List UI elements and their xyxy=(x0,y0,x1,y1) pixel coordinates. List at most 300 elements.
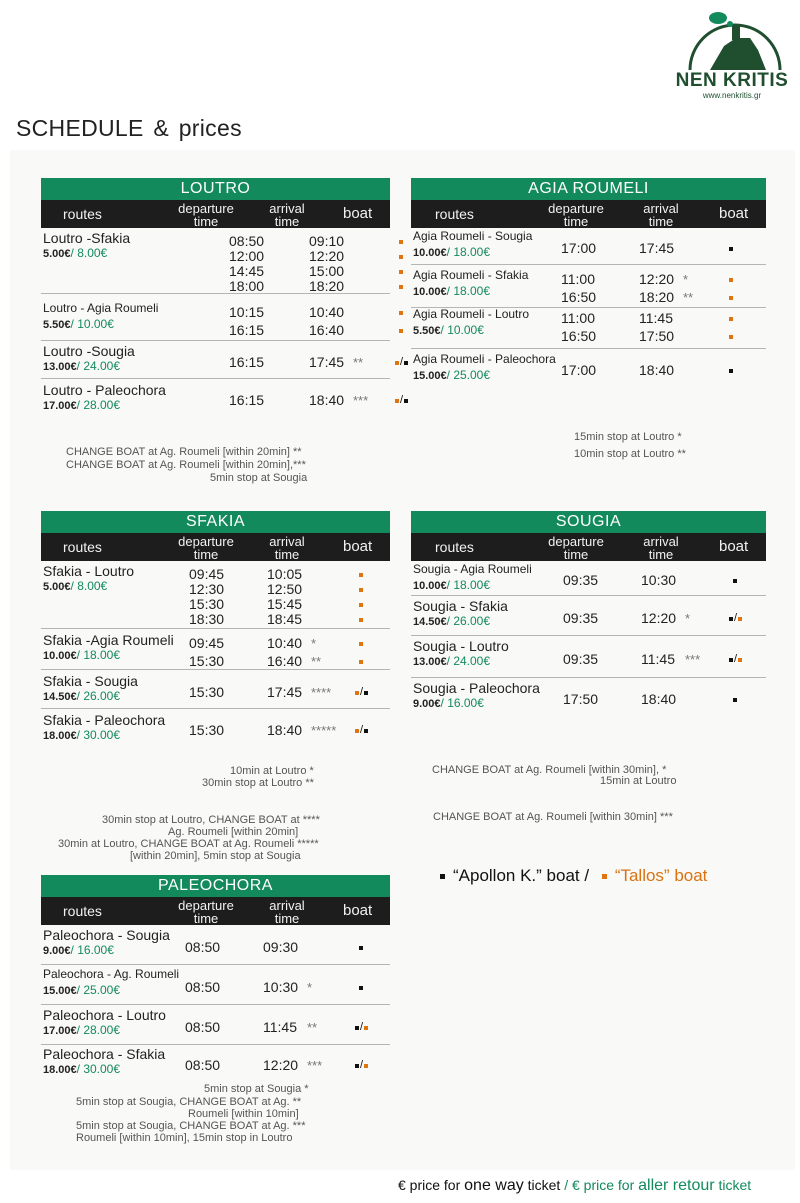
one-way-price: 10.00€ xyxy=(413,580,447,592)
boat-indicator xyxy=(729,311,733,326)
boat-indicator xyxy=(729,611,742,626)
col-departure-top: departure xyxy=(178,534,234,549)
route-price xyxy=(413,654,490,668)
col-arrival xyxy=(637,535,685,561)
boat-separator: / xyxy=(734,612,738,625)
route-price xyxy=(43,317,114,331)
departure-time: 09:45 xyxy=(189,566,225,582)
route-name: Paleochora - Sougia xyxy=(43,927,170,943)
arrival-time: 17:45 xyxy=(639,240,675,256)
tallos-square-icon xyxy=(738,617,742,621)
footer-p4: / € price for xyxy=(560,1177,639,1193)
one-way-price: 18.00€ xyxy=(43,1064,77,1076)
loutro-header: LOUTRO xyxy=(41,178,390,200)
return-price: / 26.00€ xyxy=(446,614,491,628)
col-arrival-bottom: time xyxy=(274,214,300,229)
connection-note-marker: *** xyxy=(353,393,369,408)
route-price xyxy=(43,359,120,373)
col-arrival xyxy=(637,202,685,228)
schedule-row xyxy=(41,712,390,746)
schedule-row xyxy=(41,301,390,341)
col-routes: routes xyxy=(435,539,474,555)
tallos-square-icon xyxy=(359,642,363,646)
schedule-row xyxy=(411,680,766,716)
boat-indicator xyxy=(399,249,403,264)
loutro-note-1: CHANGE BOAT at Ag. Roumeli [within 20min] ** xyxy=(66,446,302,458)
agia-roumeli-column-header xyxy=(411,200,766,228)
sougia-note-2: 15min at Loutro xyxy=(600,775,677,787)
loutro-panel xyxy=(41,178,404,412)
sougia-note-3: CHANGE BOAT at Ag. Roumeli [within 30min] *** xyxy=(433,811,673,823)
col-arrival xyxy=(263,202,311,228)
schedule-row xyxy=(41,382,404,416)
col-departure-bottom: time xyxy=(193,214,219,229)
departure-time: 12:00 xyxy=(229,248,265,264)
route-name: Loutro - Agia Roumeli xyxy=(43,301,159,315)
boat-indicator xyxy=(729,241,733,256)
arrival-time: 10:05 xyxy=(267,566,303,582)
arrival-time: 12:50 xyxy=(267,581,303,597)
route-name: Loutro -Sougia xyxy=(43,343,135,359)
boat-indicator xyxy=(729,290,733,305)
apollon-square-icon xyxy=(359,986,363,990)
route-name: Agia Roumeli - Sfakia xyxy=(413,268,529,282)
boat-indicator xyxy=(395,355,408,370)
return-price: / 30.00€ xyxy=(76,1062,121,1076)
return-price: / 24.00€ xyxy=(446,654,491,668)
departure-time: 10:15 xyxy=(229,304,265,320)
logo-url: www.nenkritis.gr xyxy=(702,91,762,100)
col-boat: boat xyxy=(343,538,373,555)
route-price xyxy=(43,398,120,412)
schedule-row xyxy=(411,352,766,386)
col-departure-top: departure xyxy=(178,898,234,913)
departure-time: 08:50 xyxy=(185,1057,221,1073)
tallos-square-icon xyxy=(395,361,399,365)
departure-time: 16:15 xyxy=(229,322,265,338)
route-price xyxy=(413,245,490,259)
return-price: / 18.00€ xyxy=(446,284,491,298)
boat-separator: / xyxy=(400,356,404,369)
route-name: Agia Roumeli - Loutro xyxy=(413,307,530,321)
one-way-price: 10.00€ xyxy=(413,286,447,298)
return-price: / 18.00€ xyxy=(76,648,121,662)
arrival-time: 17:45 xyxy=(309,354,345,370)
arrival-time: 12:20 xyxy=(263,1057,299,1073)
one-way-price: 10.00€ xyxy=(43,650,77,662)
departure-time: 15:30 xyxy=(189,653,225,669)
schedule-row xyxy=(41,967,390,1005)
arrival-time: 15:00 xyxy=(309,263,345,279)
boat-indicator xyxy=(355,685,368,700)
tallos-square-icon xyxy=(359,603,363,607)
col-boat: boat xyxy=(343,205,373,222)
tallos-square-icon xyxy=(602,874,607,879)
boat-indicator xyxy=(359,636,363,651)
footer-p2: one way xyxy=(464,1177,524,1194)
route-name: Paleochora - Ag. Roumeli xyxy=(43,967,180,981)
schedule-row xyxy=(411,268,766,308)
footer-p3: ticket xyxy=(523,1177,561,1193)
one-way-price: 9.00€ xyxy=(413,698,441,710)
return-price: / 25.00€ xyxy=(76,983,121,997)
arrival-time: 10:40 xyxy=(267,635,303,651)
apollon-square-icon xyxy=(404,399,408,403)
route-name: Agia Roumeli - Paleochora xyxy=(413,352,556,366)
arrival-time: 10:40 xyxy=(309,304,345,320)
route-name: Paleochora - Sfakia xyxy=(43,1046,166,1062)
schedule-row xyxy=(41,927,390,965)
apollon-square-icon xyxy=(364,691,368,695)
col-departure-bottom: time xyxy=(193,911,219,926)
boat-indicator xyxy=(359,567,363,582)
boat-indicator xyxy=(399,279,403,294)
paleochora-column-header xyxy=(41,897,390,925)
departure-time: 16:50 xyxy=(561,328,597,344)
one-way-price: 5.50€ xyxy=(413,325,441,337)
paleochora-note-4: 5min stop at Sougia, CHANGE BOAT at Ag. *** xyxy=(76,1120,306,1132)
col-routes: routes xyxy=(63,206,102,222)
agia-roumeli-note-1: 15min stop at Loutro * xyxy=(574,431,682,443)
boat-indicator xyxy=(355,1020,368,1035)
tallos-square-icon xyxy=(364,1064,368,1068)
boat-separator: / xyxy=(360,686,364,699)
tallos-square-icon xyxy=(738,658,742,662)
return-price: / 18.00€ xyxy=(446,578,491,592)
title-prices: prices xyxy=(178,115,242,141)
tallos-square-icon xyxy=(359,660,363,664)
col-arrival xyxy=(263,899,311,925)
apollon-square-icon xyxy=(733,698,737,702)
boat-indicator xyxy=(729,363,733,378)
price-footer xyxy=(398,1177,751,1195)
arrival-time: 11:45 xyxy=(641,651,675,667)
boat-indicator xyxy=(359,980,363,995)
return-price: / 25.00€ xyxy=(446,368,491,382)
route-name: Sougia - Paleochora xyxy=(413,680,540,696)
route-name: Loutro -Sfakia xyxy=(43,230,131,246)
sfakia-note-6: [within 20min], 5min stop at Sougia xyxy=(130,850,301,862)
loutro-note-3: 5min stop at Sougia xyxy=(210,472,308,484)
departure-time: 15:30 xyxy=(189,722,225,738)
col-routes: routes xyxy=(63,903,102,919)
arrival-time: 18:20 xyxy=(309,278,345,294)
return-price: / 18.00€ xyxy=(446,245,491,259)
col-arrival-top: arrival xyxy=(269,201,305,216)
arrival-time: 18:20 xyxy=(639,289,675,305)
col-arrival-top: arrival xyxy=(643,534,679,549)
departure-time: 09:45 xyxy=(189,635,225,651)
arrival-time: 12:20 xyxy=(309,248,345,264)
schedule-row xyxy=(41,632,390,670)
apollon-square-icon xyxy=(733,579,737,583)
logo-name: NEN KRITIS xyxy=(675,70,789,91)
col-boat: boat xyxy=(719,538,749,555)
connection-note-marker: * xyxy=(307,980,313,995)
tallos-square-icon xyxy=(399,285,403,289)
arrival-time: 16:40 xyxy=(309,322,345,338)
sfakia-note-1: 10min at Loutro * xyxy=(230,765,314,777)
tallos-square-icon xyxy=(729,317,733,321)
sfakia-column-header xyxy=(41,533,390,561)
apollon-square-icon xyxy=(729,369,733,373)
apollon-square-icon xyxy=(440,874,445,879)
apollon-square-icon xyxy=(355,1064,359,1068)
col-departure xyxy=(543,535,609,561)
footer-p1: € price for xyxy=(398,1177,465,1193)
col-departure xyxy=(173,899,239,925)
route-name: Sougia - Agia Roumeli xyxy=(413,562,532,576)
col-departure-top: departure xyxy=(178,201,234,216)
route-price xyxy=(43,648,120,662)
schedule-row xyxy=(41,1007,390,1045)
route-price xyxy=(413,614,490,628)
departure-time: 18:30 xyxy=(189,611,225,627)
route-price xyxy=(413,284,490,298)
apollon-square-icon xyxy=(729,658,733,662)
page-title xyxy=(16,115,242,142)
route-name: Sfakia - Paleochora xyxy=(43,712,166,728)
route-price xyxy=(413,696,484,710)
route-name: Sfakia -Agia Roumeli xyxy=(43,632,174,648)
col-arrival-top: arrival xyxy=(269,534,305,549)
sougia-header: SOUGIA xyxy=(411,511,766,533)
col-departure-top: departure xyxy=(548,201,604,216)
boat-indicator xyxy=(399,323,403,338)
sfakia-panel xyxy=(41,511,390,742)
agia-roumeli-panel xyxy=(411,178,766,382)
col-departure-bottom: time xyxy=(563,547,589,562)
departure-time: 15:30 xyxy=(189,596,225,612)
boat-indicator xyxy=(359,940,363,955)
connection-note-marker: ***** xyxy=(311,723,337,738)
schedule-row xyxy=(41,563,390,629)
departure-time: 09:35 xyxy=(563,610,599,626)
one-way-price: 17.00€ xyxy=(43,400,77,412)
col-routes: routes xyxy=(63,539,102,555)
col-departure-bottom: time xyxy=(563,214,589,229)
sfakia-note-5: 30min at Loutro, CHANGE BOAT at Ag. Roumeli ***** xyxy=(58,838,319,850)
departure-time: 14:45 xyxy=(229,263,265,279)
return-price: / 16.00€ xyxy=(440,696,484,710)
boat-separator: / xyxy=(360,1059,364,1072)
loutro-column-header xyxy=(41,200,390,228)
col-arrival-bottom: time xyxy=(274,547,300,562)
one-way-price: 15.00€ xyxy=(413,370,447,382)
arrival-time: 09:30 xyxy=(263,939,299,955)
route-price xyxy=(43,943,114,957)
arrival-time: 17:45 xyxy=(267,684,303,700)
departure-time: 09:35 xyxy=(563,651,599,667)
arrival-time: 12:20 xyxy=(639,271,675,287)
route-price xyxy=(43,246,107,260)
col-routes: routes xyxy=(435,206,474,222)
boat-indicator xyxy=(359,654,363,669)
schedule-row xyxy=(411,229,766,265)
return-price: / 10.00€ xyxy=(440,323,484,337)
arrival-time: 09:10 xyxy=(309,233,345,249)
apollon-square-icon xyxy=(355,1026,359,1030)
col-departure xyxy=(173,202,239,228)
arrival-time: 16:40 xyxy=(267,653,303,669)
boat-indicator xyxy=(729,329,733,344)
departure-time: 11:00 xyxy=(561,271,595,287)
departure-time: 16:15 xyxy=(229,392,265,408)
connection-note-marker: * xyxy=(685,611,691,626)
sfakia-note-4: Ag. Roumeli [within 20min] xyxy=(168,826,299,838)
connection-note-marker: ** xyxy=(311,654,322,669)
sfakia-note-2: 30min stop at Loutro ** xyxy=(202,777,314,789)
arrival-time: 12:20 xyxy=(641,610,677,626)
departure-time: 18:00 xyxy=(229,278,265,294)
agia-roumeli-header: AGIA ROUMELI xyxy=(411,178,766,200)
apollon-square-icon xyxy=(359,946,363,950)
boat-indicator xyxy=(359,612,363,627)
return-price: / 30.00€ xyxy=(76,728,121,742)
tallos-square-icon xyxy=(359,573,363,577)
arrival-time: 18:40 xyxy=(267,722,303,738)
schedule-row xyxy=(411,638,766,678)
tallos-square-icon xyxy=(359,618,363,622)
loutro-note-2: CHANGE BOAT at Ag. Roumeli [within 20min],*** xyxy=(66,459,306,471)
connection-note-marker: ** xyxy=(353,355,364,370)
departure-time: 09:35 xyxy=(563,572,599,588)
tallos-square-icon xyxy=(399,255,403,259)
col-departure xyxy=(543,202,609,228)
tallos-square-icon xyxy=(359,588,363,592)
boat-indicator xyxy=(359,597,363,612)
return-price: / 24.00€ xyxy=(76,359,121,373)
tallos-square-icon xyxy=(355,729,359,733)
route-price xyxy=(43,983,120,997)
one-way-price: 5.00€ xyxy=(43,248,71,260)
departure-time: 17:00 xyxy=(561,362,597,378)
arrival-time: 15:45 xyxy=(267,596,303,612)
arrival-time: 18:40 xyxy=(639,362,675,378)
footer-p6: ticket xyxy=(714,1177,752,1193)
col-arrival-bottom: time xyxy=(648,214,674,229)
connection-note-marker: ** xyxy=(683,290,694,305)
departure-time: 08:50 xyxy=(185,939,221,955)
col-departure xyxy=(173,535,239,561)
arrival-time: 11:45 xyxy=(263,1019,297,1035)
tallos-square-icon xyxy=(399,329,403,333)
apollon-square-icon xyxy=(729,247,733,251)
route-price xyxy=(413,578,490,592)
connection-note-marker: * xyxy=(683,272,689,287)
schedule-row xyxy=(41,230,390,294)
one-way-price: 5.00€ xyxy=(43,581,71,593)
boat-indicator xyxy=(395,393,408,408)
schedule-row xyxy=(41,343,404,379)
arrival-time: 18:45 xyxy=(267,611,303,627)
one-way-price: 13.00€ xyxy=(413,656,447,668)
title-schedule: SCHEDULE xyxy=(16,115,144,141)
arrival-time: 18:40 xyxy=(641,691,677,707)
boat-indicator xyxy=(359,582,363,597)
tallos-square-icon xyxy=(399,270,403,274)
apollon-square-icon xyxy=(729,617,733,621)
route-price xyxy=(43,1062,120,1076)
col-arrival-bottom: time xyxy=(648,547,674,562)
col-arrival-top: arrival xyxy=(643,201,679,216)
return-price: / 10.00€ xyxy=(70,317,114,331)
col-arrival-top: arrival xyxy=(269,898,305,913)
route-name: Sfakia - Sougia xyxy=(43,673,138,689)
one-way-price: 18.00€ xyxy=(43,730,77,742)
route-price xyxy=(413,368,490,382)
connection-note-marker: *** xyxy=(307,1058,323,1073)
boat-indicator xyxy=(733,573,737,588)
tallos-square-icon xyxy=(395,399,399,403)
return-price: / 16.00€ xyxy=(70,943,114,957)
col-arrival xyxy=(263,535,311,561)
footer-p5: aller retour xyxy=(638,1177,715,1194)
paleochora-note-1: 5min stop at Sougia * xyxy=(204,1083,309,1095)
return-price: / 8.00€ xyxy=(70,579,108,593)
paleochora-note-5: Roumeli [within 10min], 15min stop in Loutro xyxy=(76,1132,293,1144)
tallos-square-icon xyxy=(399,311,403,315)
boat-separator: / xyxy=(734,653,738,666)
boat-indicator xyxy=(729,272,733,287)
tallos-square-icon xyxy=(729,296,733,300)
tallos-square-icon xyxy=(355,691,359,695)
col-departure-top: departure xyxy=(548,534,604,549)
one-way-price: 14.50€ xyxy=(413,616,447,628)
sfakia-note-3: 30min stop at Loutro, CHANGE BOAT at **** xyxy=(102,814,320,826)
tallos-square-icon xyxy=(399,240,403,244)
connection-note-marker: **** xyxy=(311,685,332,700)
route-price xyxy=(43,689,120,703)
departure-time: 08:50 xyxy=(185,1019,221,1035)
paleochora-panel xyxy=(41,875,390,1076)
sougia-note-1: CHANGE BOAT at Ag. Roumeli [within 30min], * xyxy=(432,764,667,776)
departure-time: 17:00 xyxy=(561,240,597,256)
boat-indicator xyxy=(733,692,737,707)
route-name: Loutro - Paleochora xyxy=(43,382,166,398)
boat-separator: / xyxy=(360,1021,364,1034)
route-name: Agia Roumeli - Sougia xyxy=(413,229,533,243)
legend-tallos: “Tallos” boat xyxy=(614,866,708,885)
connection-note-marker: * xyxy=(311,636,317,651)
route-price xyxy=(413,323,484,337)
return-price: / 28.00€ xyxy=(76,398,121,412)
route-price xyxy=(43,579,107,593)
col-arrival-bottom: time xyxy=(274,911,300,926)
paleochora-note-3: Roumeli [within 10min] xyxy=(188,1108,299,1120)
one-way-price: 17.00€ xyxy=(43,1025,77,1037)
boat-indicator xyxy=(399,305,403,320)
return-price: / 8.00€ xyxy=(70,246,108,260)
arrival-time: 17:50 xyxy=(639,328,675,344)
route-name: Sougia - Sfakia xyxy=(413,598,508,614)
return-price: / 26.00€ xyxy=(76,689,121,703)
boat-indicator xyxy=(355,1058,368,1073)
boat-indicator xyxy=(355,723,368,738)
schedule-row xyxy=(411,562,766,596)
boat-separator: / xyxy=(400,394,404,407)
route-price xyxy=(43,1023,120,1037)
title-amp: & xyxy=(153,115,170,141)
arrival-time: 11:45 xyxy=(639,310,673,326)
paleochora-header: PALEOCHORA xyxy=(41,875,390,897)
sougia-panel xyxy=(411,511,766,710)
legend-apollon: “Apollon K.” boat / xyxy=(453,866,590,885)
col-boat: boat xyxy=(719,205,749,222)
tallos-square-icon xyxy=(729,335,733,339)
departure-time: 08:50 xyxy=(185,979,221,995)
departure-time: 16:50 xyxy=(561,289,597,305)
